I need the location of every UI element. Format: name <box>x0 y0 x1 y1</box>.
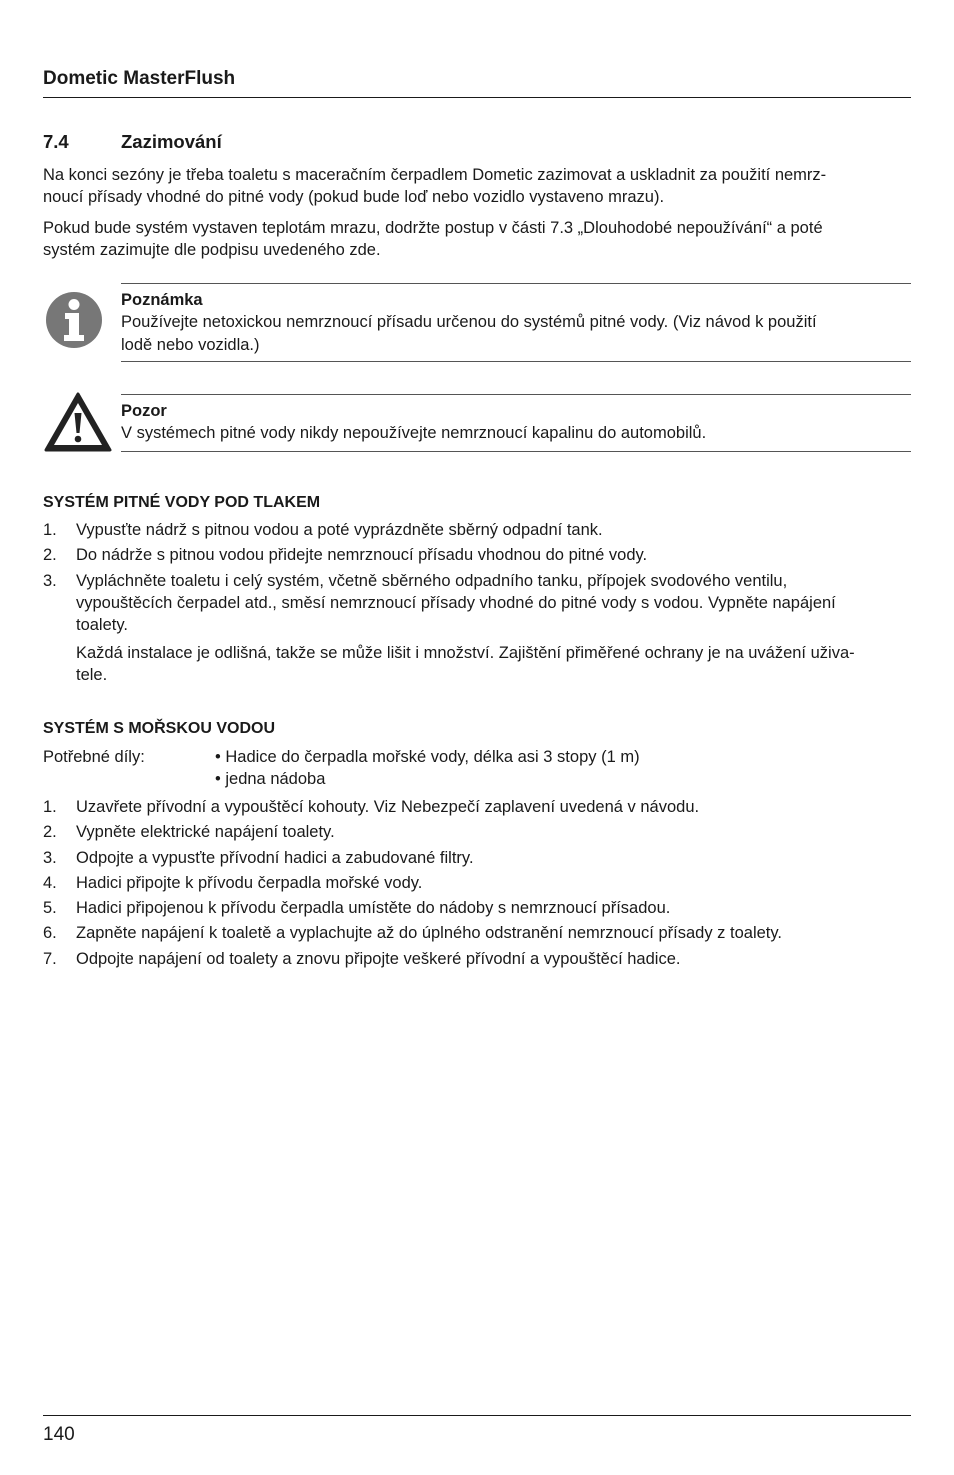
step-text: vypouštěcích čerpadel atd., směsí nemrznoucí přísady vhodné do pitné vody s vodou. Vypněte napájení <box>76 593 836 612</box>
step-number: 5. <box>43 899 57 918</box>
step-number: 2. <box>43 546 57 565</box>
parts-item: • jedna nádoba <box>215 770 326 789</box>
note-line-1: Používejte netoxickou nemrznoucí přísadu určenou do systémů pitné vody. (Viz návod k použití <box>121 313 817 332</box>
page-header <box>43 66 911 98</box>
step-text: Zapněte napájení k toaletě a vyplachujte až do úplného odstranění nemrznoucí přísady z toalety. <box>76 924 782 943</box>
step-text: Hadici připojenou k přívodu čerpadla umístěte do nádoby s nemrznoucí přísadou. <box>76 899 671 918</box>
note-line-2: lodě nebo vozidla.) <box>121 335 260 354</box>
intro-paragraph-2 <box>43 217 911 262</box>
info-icon <box>43 289 105 357</box>
parts-item: • Hadice do čerpadla mořské vody, délka asi 3 stopy (1 m) <box>215 748 640 766</box>
footer-rule <box>43 1415 911 1416</box>
section-number: 7.4 <box>43 131 69 152</box>
section-title: Zazimování <box>121 131 222 152</box>
parts-label: Potřebné díly: <box>43 748 145 766</box>
header-title: Dometic MasterFlush <box>43 68 236 89</box>
list-item <box>43 544 911 566</box>
list-item <box>43 872 911 894</box>
list-item <box>43 519 911 541</box>
warning-box <box>43 394 911 454</box>
intro-p2-line1: Pokud bude systém vystaven teplotám mrazu, dodržte postup v části 7.3 „Dlouhodobé nepoužívání“ a poté <box>43 219 823 237</box>
list-item <box>43 847 911 869</box>
warning-icon <box>43 391 113 459</box>
step-number: 1. <box>43 521 57 539</box>
step-text: Vypněte elektrické napájení toalety. <box>76 823 335 842</box>
step-number: 1. <box>43 798 57 816</box>
warning-title: Pozor <box>121 402 167 420</box>
step-number: 2. <box>43 823 57 842</box>
list-item <box>43 897 911 919</box>
intro-p1-line2: noucí přísady vhodné do pitné vody (pokud bude loď nebo vozidlo vystaveno mrazu). <box>43 188 665 207</box>
note-body <box>121 289 891 356</box>
step-text: Vypusťte nádrž s pitnou vodou a poté vyprázdněte sběrný odpadní tank. <box>76 521 603 539</box>
intro-paragraph-1 <box>43 164 911 209</box>
pressurized-note-line1: Každá instalace je odlišná, takže se může lišit i množství. Zajištění přiměřené ochrany je na uvážení uživa- <box>76 644 855 662</box>
seawater-steps <box>43 796 911 973</box>
step-number: 6. <box>43 924 57 943</box>
list-item <box>43 922 911 944</box>
list-item <box>43 796 911 818</box>
warning-text: V systémech pitné vody nikdy nepoužívejte nemrznoucí kapalinu do automobilů. <box>121 424 707 443</box>
pressurized-heading: SYSTÉM PITNÉ VODY POD TLAKEM <box>43 494 321 511</box>
warning-body <box>121 400 891 445</box>
step-text: Do nádrže s pitnou vodou přidejte nemrznoucí přísadu vhodnou do pitné vody. <box>76 546 648 565</box>
pressurized-steps <box>43 519 911 639</box>
pressurized-note-line2: tele. <box>76 666 108 685</box>
step-number: 4. <box>43 873 57 892</box>
section-heading <box>43 130 222 155</box>
step-text: Odpojte napájení od toalety a znovu připojte veškeré přívodní a vypouštěcí hadice. <box>76 949 681 968</box>
seawater-heading: SYSTÉM S MOŘSKOU VODOU <box>43 720 276 737</box>
note-box <box>43 283 911 363</box>
warning-bottom-rule <box>121 451 911 452</box>
required-parts <box>43 746 911 792</box>
list-item <box>43 948 911 970</box>
step-text: Vypláchněte toaletu i celý systém, včetně sběrného odpadního tanku, přípojek svodového ventilu, <box>76 571 788 590</box>
step-number: 3. <box>43 848 57 867</box>
intro-p2-line2: systém zazimujte dle podpisu uvedeného zde. <box>43 241 381 260</box>
note-bottom-rule <box>121 361 911 362</box>
warning-top-rule <box>121 394 911 395</box>
step-number: 7. <box>43 949 57 968</box>
pressurized-note <box>76 642 911 687</box>
list-item <box>43 821 911 843</box>
step-text: Odpojte a vypusťte přívodní hadici a zabudované filtry. <box>76 848 474 867</box>
step-number: 3. <box>43 571 57 590</box>
intro-p1-line1: Na konci sezóny je třeba toaletu s maceračním čerpadlem Dometic zazimovat a uskladnit za použití nemrz- <box>43 166 827 184</box>
parts-list <box>215 746 640 791</box>
list-item <box>43 570 911 637</box>
page-number: 140 <box>43 1424 75 1445</box>
step-text: toalety. <box>76 616 128 635</box>
step-text: Uzavřete přívodní a vypouštěcí kohouty. Viz Nebezpečí zaplavení uvedená v návodu. <box>76 798 700 816</box>
note-top-rule <box>121 283 911 284</box>
note-title: Poznámka <box>121 291 203 309</box>
step-text: Hadici připojte k přívodu čerpadla mořské vody. <box>76 873 423 892</box>
